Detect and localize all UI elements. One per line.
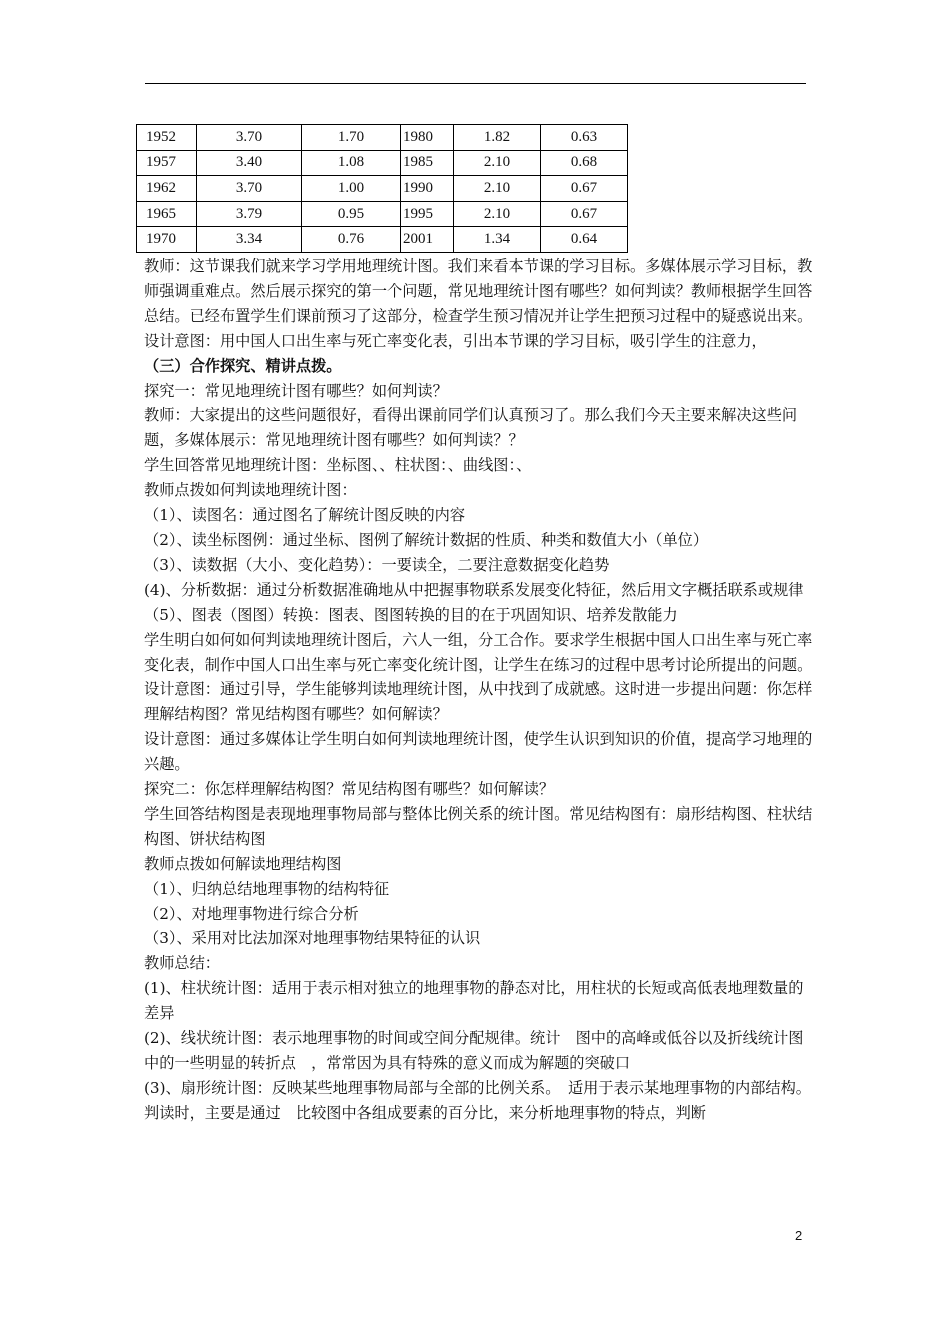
- table-cell: 1970: [137, 227, 197, 253]
- table-cell: 2001: [401, 227, 454, 253]
- paragraph: 教师总结：: [144, 954, 220, 973]
- table-cell: 1980: [401, 125, 454, 151]
- table-cell: 0.63: [541, 125, 628, 151]
- table-cell: 0.68: [541, 150, 628, 176]
- table-cell: 1990: [401, 176, 454, 202]
- table-row: [137, 176, 628, 202]
- paragraph: 探究二：你怎样理解结构图？常见结构图有哪些？如何解读？: [144, 780, 555, 799]
- header-rule: [145, 83, 806, 84]
- paragraph: 学生明白如何如何判读地理统计图后，六人一组，分工合作。要求学生根据中国人口出生率与死亡率变化表，制作中国人口出生率与死亡率变化统计图，让学生在练习的过程中思考讨论所提出的问题。: [144, 630, 813, 674]
- table-cell: 1985: [401, 150, 454, 176]
- paragraph: （2）、读坐标图例：通过坐标、图例了解统计数据的性质、种类和数值大小（单位）: [144, 530, 709, 549]
- paragraph: 设计意图：通过多媒体让学生明白如何判读地理统计图，使学生认识到知识的价值，提高学习地理的兴趣。: [144, 730, 813, 774]
- paragraph: 设计意图：用中国人口出生率与死亡率变化表，引出本节课的学习目标，吸引学生的注意力，: [144, 331, 767, 350]
- birth-death-rate-table: [136, 124, 628, 253]
- table-cell: 2.10: [454, 150, 541, 176]
- paragraph: 教师：这节课我们就来学习学用地理统计图。我们来看本节课的学习目标。多媒体展示学习目标，教师强调重难点。然后展示探究的第一个问题，常见地理统计图有哪些？如何判读？教师根据学生回答总结。已经布置学生们课前预习了这部分，检查学生预习情况并让学生把预习过程中的疑惑说出来。: [144, 257, 813, 325]
- paragraph: 探究一：常见地理统计图有哪些？如何判读？: [144, 381, 448, 400]
- paragraph: 教师点拨如何解读地理结构图: [144, 854, 342, 873]
- table-cell: 1962: [137, 176, 197, 202]
- table-cell: 1.08: [302, 150, 401, 176]
- table-cell: 1.34: [454, 227, 541, 253]
- table-cell: 0.76: [302, 227, 401, 253]
- table-cell: 0.95: [302, 201, 401, 227]
- table-cell: 2.10: [454, 201, 541, 227]
- table-cell: 0.67: [541, 201, 628, 227]
- table-cell: 1957: [137, 150, 197, 176]
- table-cell: 3.70: [197, 125, 302, 151]
- paragraph: 教师点拨如何判读地理统计图：: [144, 481, 357, 500]
- paragraph: 教师：大家提出的这些问题很好，看得出课前同学们认真预习了。那么我们今天主要来解决这些问题，多媒体展示：常见地理统计图有哪些？如何判读？？: [144, 406, 798, 450]
- table-cell: 0.64: [541, 227, 628, 253]
- table-row: [137, 201, 628, 227]
- paragraph: 学生回答结构图是表现地理事物局部与整体比例关系的统计图。常见结构图有：扇形结构图、柱状结构图、饼状结构图: [144, 804, 813, 848]
- table-cell: 1.82: [454, 125, 541, 151]
- paragraph: （5）、图表（图图）转换：图表、图图转换的目的在于巩固知识、培养发散能力: [144, 605, 678, 624]
- table-cell: 2.10: [454, 176, 541, 202]
- paragraph: (2)、线状统计图：表示地理事物的时间或空间分配规律。统计 图中的高峰或低谷以及折线统计图中的一些明显的转折点 ，常常因为具有特殊的意义而成为解题的突破口: [144, 1029, 804, 1072]
- table-cell: 3.70: [197, 176, 302, 202]
- table-cell: 1965: [137, 201, 197, 227]
- paragraph: （3）、采用对比法加深对地理事物结果特征的认识: [144, 929, 481, 948]
- table-row: [137, 227, 628, 253]
- table-row: [137, 125, 628, 151]
- paragraph: （1）、读图名：通过图名了解统计图反映的内容: [144, 506, 466, 525]
- table-cell: 1.70: [302, 125, 401, 151]
- page-number: 2: [795, 1228, 803, 1243]
- table-cell: 3.40: [197, 150, 302, 176]
- paragraph: (1)、柱状统计图：适用于表示相对独立的地理事物的静态对比，用柱状的长短或高低表地理数量的差异: [144, 979, 804, 1023]
- section-heading: （三）合作探究、精讲点拨。: [144, 356, 342, 375]
- paragraph: （2）、对地理事物进行综合分析: [144, 904, 359, 923]
- paragraph: 设计意图：通过引导，学生能够判读地理统计图，从中找到了成就感。这时进一步提出问题：你怎样理解结构图？常见结构图有哪些？如何解读？: [144, 680, 813, 724]
- paragraph: （3）、读数据（大小、变化趋势）：一要读全，二要注意数据变化趋势: [144, 555, 610, 574]
- table-cell: 0.67: [541, 176, 628, 202]
- table-cell: 3.79: [197, 201, 302, 227]
- paragraph: （1）、归纳总结地理事物的结构特征: [144, 879, 390, 898]
- table-row: [137, 150, 628, 176]
- table-cell: 1.00: [302, 176, 401, 202]
- paragraph: 学生回答常见地理统计图：坐标图、、柱状图：、曲线图：、: [144, 456, 532, 475]
- table-cell: 3.34: [197, 227, 302, 253]
- table-cell: 1952: [137, 125, 197, 151]
- table-cell: 1995: [401, 201, 454, 227]
- document-body: [144, 254, 814, 1126]
- paragraph: (4)、分析数据：通过分析数据准确地从中把握事物联系发展变化特征，然后用文字概括联系或规律: [144, 580, 804, 599]
- paragraph: (3)、扇形统计图：反映某些地理事物局部与全部的比例关系。 适用于表示某地理事物的内部结构。判读时，主要是通过 比较图中各组成要素的百分比，来分析地理事物的特点，判断: [144, 1078, 811, 1122]
